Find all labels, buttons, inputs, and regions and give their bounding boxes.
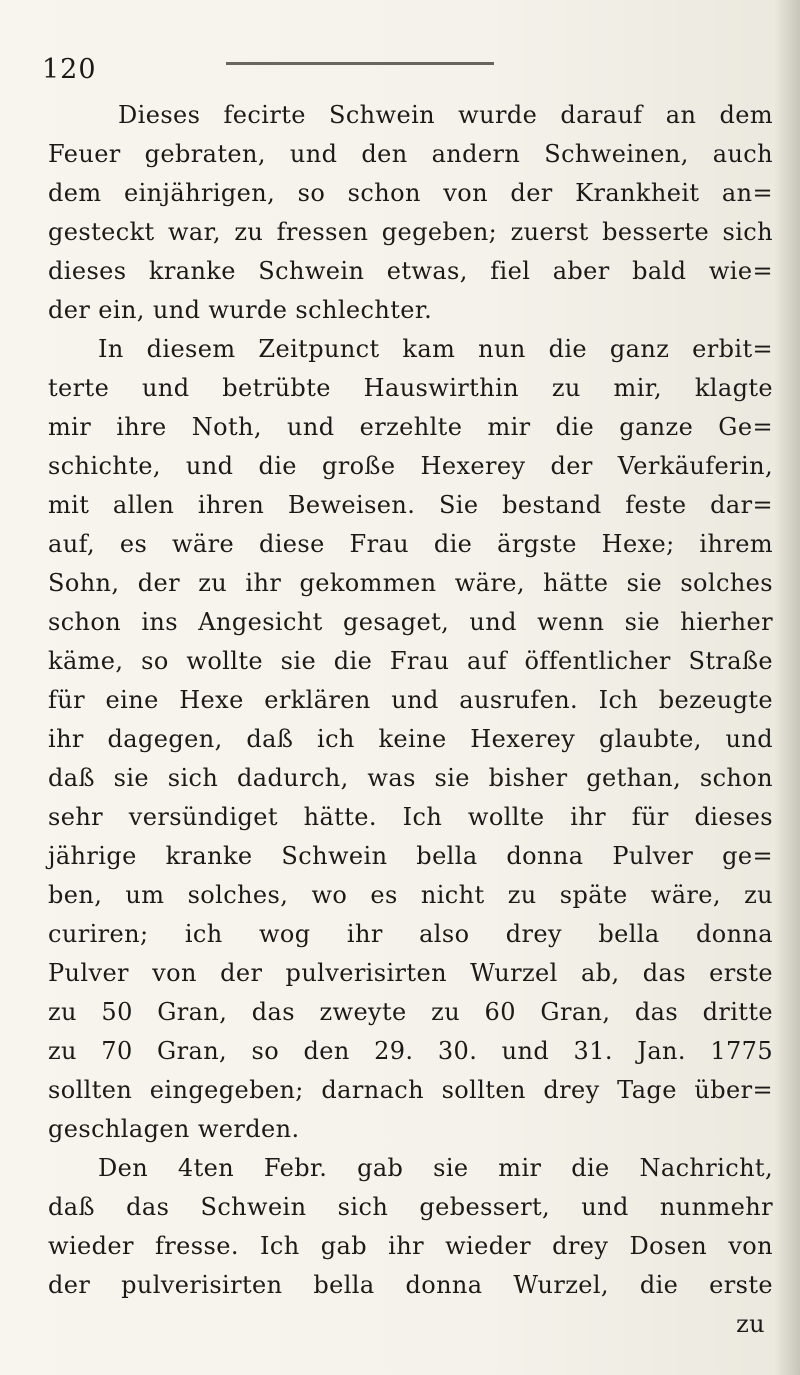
text-line: sollten eingegeben; darnach sollten drey Tage über= xyxy=(48,1076,773,1104)
text-line: dem einjährigen, so schon von der Krankheit an= xyxy=(48,179,773,207)
text-line: ben, um solches, wo es nicht zu späte wäre, zu xyxy=(48,881,773,909)
text-line: schon ins Angesicht gesaget, und wenn sie hierher xyxy=(48,608,773,636)
text-line: der pulverisirten bella donna Wurzel, die erste xyxy=(48,1271,773,1299)
text-line: Feuer gebraten, und den andern Schweinen, auch xyxy=(48,140,773,168)
text-line: schichte, und die große Hexerey der Verkäuferin, xyxy=(48,452,773,480)
text-line: gesteckt war, zu fressen gegeben; zuerst besserte sich xyxy=(48,218,773,246)
text-line: jährige kranke Schwein bella donna Pulver ge= xyxy=(48,842,773,870)
text-line: mir ihre Noth, und erzehlte mir die ganze Ge= xyxy=(48,413,773,441)
text-line: geschlagen werden. xyxy=(48,1115,300,1143)
text-line: daß das Schwein sich gebessert, und nunmehr xyxy=(48,1193,773,1221)
text-line: Sohn, der zu ihr gekommen wäre, hätte sie solches xyxy=(48,569,773,597)
text-line: terte und betrübte Hauswirthin zu mir, klagte xyxy=(48,374,773,402)
body-text xyxy=(48,96,773,1344)
text-line: der ein, und wurde schlechter. xyxy=(48,296,433,324)
text-line: käme, so wollte sie die Frau auf öffentlicher Straße xyxy=(48,647,773,675)
text-line: daß sie sich dadurch, was sie bisher gethan, schon xyxy=(48,764,773,792)
text-line: ihr dagegen, daß ich keine Hexerey glaubte, und xyxy=(48,725,773,753)
page-number: 120 xyxy=(42,54,97,85)
text-line: sehr versündiget hätte. Ich wollte ihr für dieses xyxy=(48,803,773,831)
text-line: curiren; ich wog ihr also drey bella donna xyxy=(48,920,773,948)
text-line: mit allen ihren Beweisen. Sie bestand feste dar= xyxy=(48,491,773,519)
text-line: für eine Hexe erklären und ausrufen. Ich bezeugte xyxy=(48,686,773,714)
text-line: Dieses fecirte Schwein wurde darauf an dem xyxy=(118,101,773,129)
text-line: Pulver von der pulverisirten Wurzel ab, das erste xyxy=(48,959,773,987)
page-edge-shadow xyxy=(774,0,800,1375)
text-line: auf, es wäre diese Frau die ärgste Hexe; ihrem xyxy=(48,530,773,558)
header-rule xyxy=(226,62,494,65)
text-line: Den 4ten Febr. gab sie mir die Nachricht, xyxy=(98,1154,773,1182)
text-line: zu 50 Gran, das zweyte zu 60 Gran, das dritte xyxy=(48,998,773,1026)
catchword: zu xyxy=(736,1310,765,1338)
text-line: zu 70 Gran, so den 29. 30. und 31. Jan. 1775 xyxy=(48,1037,773,1065)
text-line: wieder fresse. Ich gab ihr wieder drey Dosen von xyxy=(48,1232,773,1260)
text-line: In diesem Zeitpunct kam nun die ganz erbit= xyxy=(98,335,773,363)
text-line: dieses kranke Schwein etwas, fiel aber bald wie= xyxy=(48,257,773,285)
